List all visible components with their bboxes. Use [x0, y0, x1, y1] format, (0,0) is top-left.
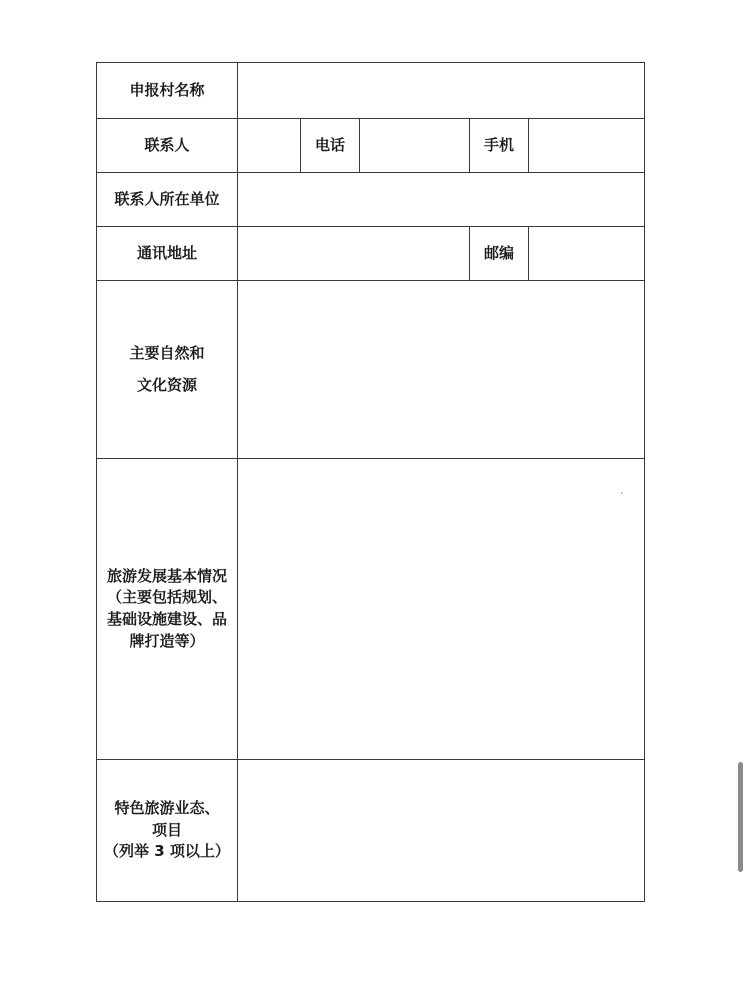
mobile-label: 手机	[470, 119, 529, 173]
contact-unit-label: 联系人所在单位	[97, 173, 238, 227]
postcode-value[interactable]	[529, 227, 645, 281]
row-address	[97, 227, 645, 281]
village-name-value[interactable]	[238, 63, 645, 119]
row-village-name	[97, 63, 645, 119]
resources-label: 主要自然和 文化资源	[97, 281, 238, 459]
phone-value[interactable]	[360, 119, 470, 173]
featured-tourism-label: 特色旅游业态、 项目 （列举 3 项以上）	[97, 760, 238, 902]
row-tourism-development	[97, 459, 645, 760]
application-form-table	[96, 62, 645, 902]
resources-value[interactable]	[238, 281, 645, 459]
address-label: 通讯地址	[97, 227, 238, 281]
address-value[interactable]	[238, 227, 470, 281]
row-contact	[97, 119, 645, 173]
village-name-label: 申报村名称	[97, 63, 238, 119]
mobile-value[interactable]	[529, 119, 645, 173]
scan-speck	[621, 492, 623, 494]
scrollbar-thumb[interactable]	[738, 762, 743, 872]
contact-value[interactable]	[238, 119, 301, 173]
tourism-development-label: 旅游发展基本情况 （主要包括规划、 基础设施建设、品 牌打造等）	[97, 459, 238, 760]
row-featured-tourism	[97, 760, 645, 902]
contact-unit-value[interactable]	[238, 173, 645, 227]
featured-tourism-value[interactable]	[238, 760, 645, 902]
row-resources	[97, 281, 645, 459]
contact-label: 联系人	[97, 119, 238, 173]
phone-label: 电话	[301, 119, 360, 173]
tourism-development-value[interactable]	[238, 459, 645, 760]
postcode-label: 邮编	[470, 227, 529, 281]
row-contact-unit	[97, 173, 645, 227]
